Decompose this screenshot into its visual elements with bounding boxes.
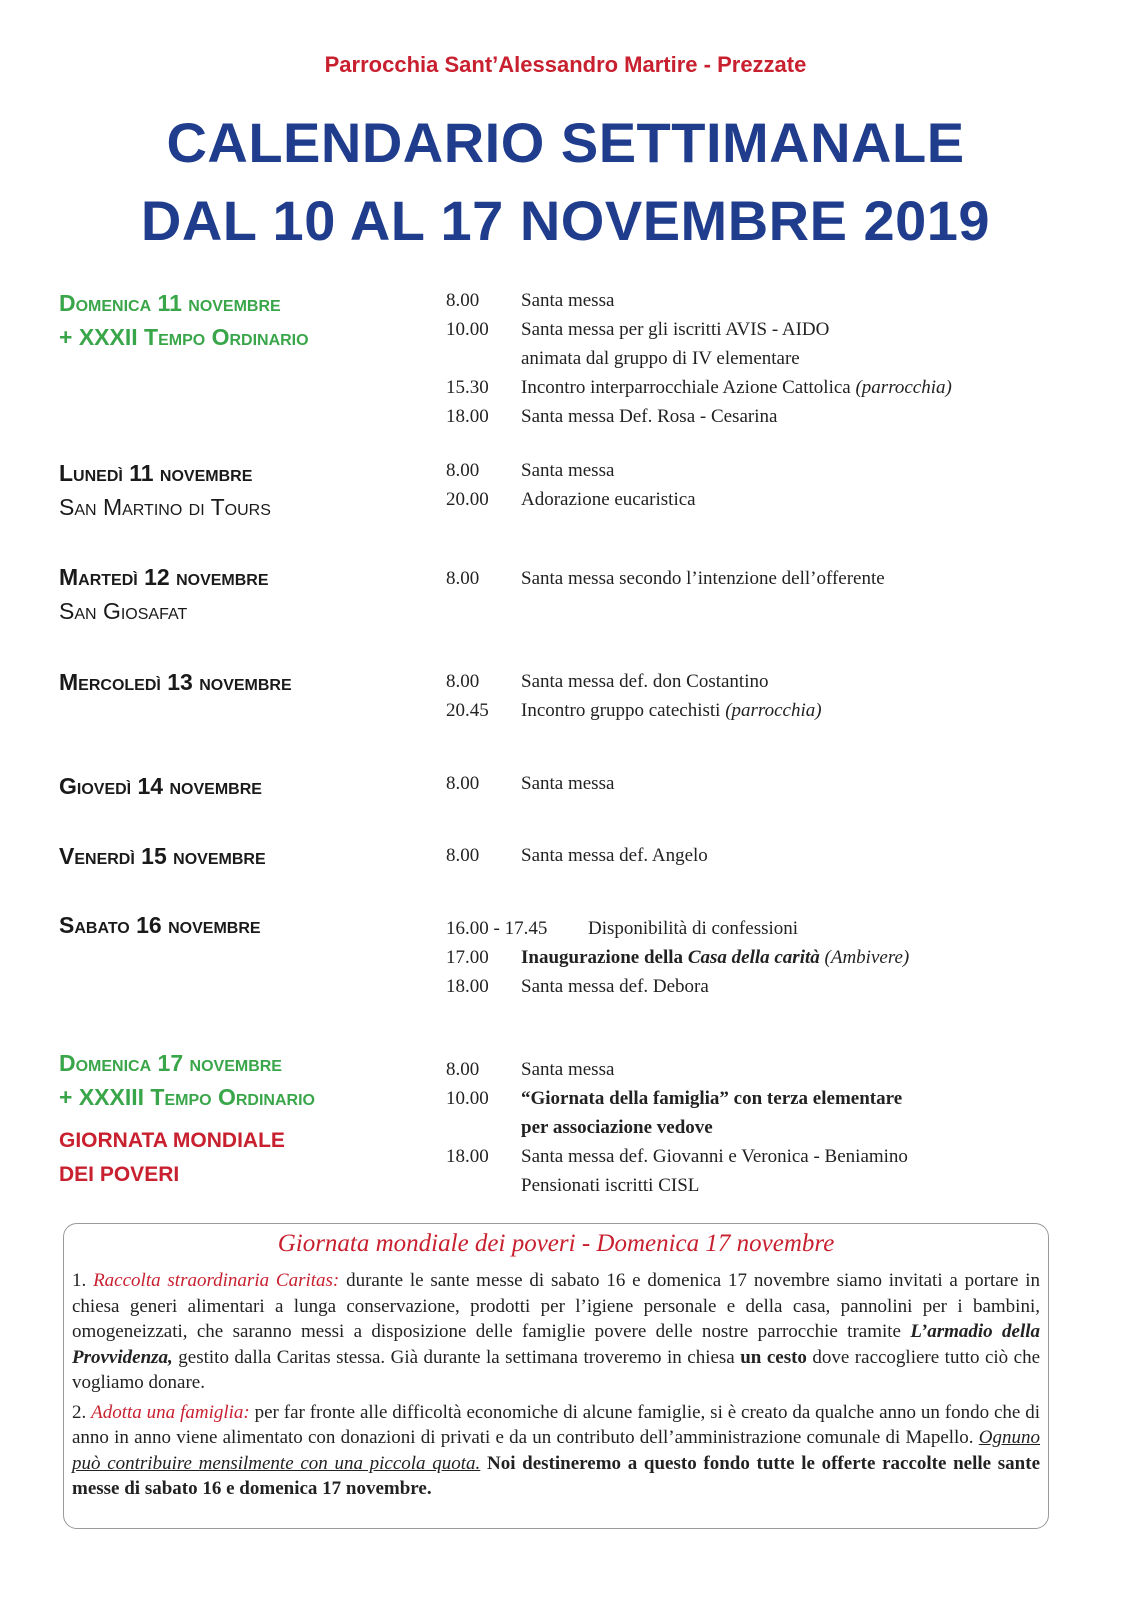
event-time: 8.00	[446, 671, 480, 692]
paragraph-text: gestito dalla Caritas stessa. Già durante la settimana troveremo in chiesa	[178, 1346, 735, 1368]
schedule-row	[446, 402, 952, 431]
info-box-title: Giornata mondiale dei poveri - Domenica 17 novembre	[277, 1230, 835, 1257]
day-heading-sunday-17	[59, 1046, 439, 1192]
event-time	[446, 1171, 521, 1200]
paragraph-bold: un cesto	[740, 1346, 807, 1368]
poor-day-info-box	[63, 1223, 1049, 1529]
event-time: 8.00	[446, 568, 480, 589]
event-time: 8.00	[446, 460, 480, 481]
event-desc: per associazione vedove	[521, 1117, 713, 1138]
event-desc: Inaugurazione della	[521, 947, 684, 968]
info-paragraph-2	[72, 1400, 1040, 1502]
schedule-row	[446, 696, 822, 725]
day-name: Sabato 16 novembre	[59, 912, 261, 938]
paragraph-number: 1.	[72, 1270, 87, 1291]
event-time: 8.00	[446, 1059, 480, 1080]
event-time	[446, 1113, 521, 1142]
schedule-row	[446, 1055, 908, 1084]
schedule-row	[446, 914, 909, 943]
info-paragraph-1	[72, 1268, 1040, 1396]
schedule-row	[446, 841, 708, 870]
schedule-row	[446, 485, 696, 514]
parish-name: Parrocchia Sant’Alessandro Martire - Prezzate	[324, 52, 807, 77]
day-heading-friday	[59, 839, 439, 873]
event-desc: Disponibilità di confessioni	[588, 918, 799, 939]
event-time: 10.00	[446, 319, 489, 340]
event-time: 18.00	[446, 1146, 489, 1167]
day-name: Martedì 12 novembre	[59, 564, 269, 590]
event-desc: animata dal gruppo di IV elementare	[521, 348, 800, 369]
event-note: (Ambivere)	[824, 947, 910, 968]
schedule-row	[446, 1084, 908, 1113]
event-desc: Santa messa def. Giovanni e Veronica - Beniamino	[521, 1146, 908, 1167]
schedule-row	[446, 972, 909, 1001]
schedule-row	[446, 667, 822, 696]
paragraph-label: Raccolta straordinaria Caritas:	[93, 1270, 340, 1291]
paragraph-underline: Ognuno può contribuire mensilmente con una piccola quota.	[72, 1427, 1040, 1474]
event-desc: Santa messa Def. Rosa - Cesarina	[521, 406, 778, 427]
schedule-monday	[446, 456, 696, 514]
schedule-row	[446, 456, 696, 485]
schedule-row	[446, 373, 952, 402]
event-note: (parrocchia)	[855, 377, 952, 398]
special-day-line1: GIORNATA MONDIALE	[59, 1129, 285, 1152]
schedule-row	[446, 564, 885, 593]
day-heading-thursday	[59, 769, 439, 803]
event-desc: Incontro gruppo catechisti	[521, 700, 721, 721]
event-desc: Santa messa	[521, 460, 615, 481]
event-time: 8.00	[446, 845, 480, 866]
schedule-thursday	[446, 769, 614, 798]
paragraph-number: 2.	[72, 1401, 87, 1423]
schedule-sunday-17	[446, 1055, 908, 1200]
page-title-line2: DAL 10 AL 17 NOVEMBRE 2019	[140, 189, 991, 252]
event-place: Casa della carità	[687, 947, 820, 968]
schedule-row	[446, 769, 614, 798]
event-desc: Santa messa	[521, 773, 615, 794]
day-heading-monday	[59, 456, 439, 524]
day-name: Domenica 17 novembre	[59, 1050, 282, 1076]
event-time: 8.00	[446, 773, 480, 794]
day-name: Giovedì 14 novembre	[59, 773, 262, 799]
event-time: 18.00	[446, 406, 489, 427]
event-desc: Pensionati iscritti CISL	[521, 1175, 700, 1196]
schedule-row	[446, 315, 952, 344]
schedule-row	[446, 1171, 908, 1200]
event-desc: Incontro interparrocchiale Azione Cattolica	[521, 377, 851, 398]
event-desc: “Giornata della famiglia” con terza elementare	[521, 1088, 903, 1109]
event-note: (parrocchia)	[725, 700, 822, 721]
day-name: Venerdì 15 novembre	[59, 843, 266, 869]
schedule-row	[446, 1142, 908, 1171]
event-time: 10.00	[446, 1088, 489, 1109]
event-desc: Santa messa def. don Costantino	[521, 671, 769, 692]
special-day-line2: DEI POVERI	[59, 1163, 180, 1186]
info-box-text	[72, 1268, 1040, 1502]
schedule-sunday-11	[446, 286, 952, 431]
event-time: 20.00	[446, 489, 489, 510]
day-heading-tuesday	[59, 560, 439, 628]
event-time: 8.00	[446, 290, 480, 311]
event-time: 15.30	[446, 377, 489, 398]
day-name: Mercoledì 13 novembre	[59, 669, 292, 695]
paragraph-text: durante le sante messe di sabato 16 e domenica 17 novembre siamo invitati a portare in chiesa generi alimentari a lunga conservazione, prodotti per l’igiene personale e della casa, pannolini per i bambini, omogeneizzati, che saranno messi a disposizione delle famiglie povere delle nostre parrocchie tramite	[72, 1270, 1041, 1342]
liturgical-day: + XXXII Tempo Ordinario	[59, 324, 309, 350]
event-desc: Adorazione eucaristica	[521, 489, 696, 510]
schedule-wednesday	[446, 667, 822, 725]
day-name: Domenica 11 novembre	[59, 290, 281, 316]
event-desc: Santa messa	[521, 1059, 615, 1080]
schedule-tuesday	[446, 564, 885, 593]
saint-of-day: San Giosafat	[59, 598, 188, 624]
event-desc: Santa messa secondo l’intenzione dell’offerente	[521, 568, 885, 589]
schedule-row	[446, 286, 952, 315]
event-time: 17.00	[446, 947, 489, 968]
day-heading-sunday-11	[59, 286, 439, 354]
event-time: 20.45	[446, 700, 489, 721]
paragraph-text: per far fronte alle difficoltà economiche di alcune famiglie, si è creato da qualche anno un fondo che di anno in anno viene alimentato con donazioni di privati e da un contributo dell’amministrazione comunale di Mapello.	[72, 1401, 1041, 1448]
day-heading-wednesday	[59, 665, 439, 699]
schedule-row	[446, 943, 909, 972]
schedule-saturday	[446, 914, 909, 1001]
schedule-row	[446, 1113, 908, 1142]
event-time	[446, 344, 521, 373]
event-desc: Santa messa per gli iscritti AVIS - AIDO	[521, 319, 830, 340]
event-desc: Santa messa	[521, 290, 615, 311]
event-time: 18.00	[446, 976, 489, 997]
paragraph-highlight: L’armadio della Provvidenza,	[72, 1321, 1041, 1368]
liturgical-day: + XXXIII Tempo Ordinario	[59, 1084, 315, 1110]
paragraph-bold: Noi destineremo a questo fondo tutte le offerte raccolte nelle sante messe di sabato 16 e domenica 17 novembre.	[72, 1452, 1041, 1499]
event-desc: Santa messa def. Angelo	[521, 845, 708, 866]
day-name: Lunedì 11 novembre	[59, 460, 253, 486]
event-time: 16.00 - 17.45	[446, 918, 548, 939]
saint-of-day: San Martino di Tours	[59, 494, 271, 520]
schedule-row	[446, 344, 952, 373]
event-desc: Santa messa def. Debora	[521, 976, 709, 997]
schedule-friday	[446, 841, 708, 870]
page-title-line1: CALENDARIO SETTIMANALE	[166, 111, 965, 174]
day-heading-saturday	[59, 908, 439, 942]
paragraph-label: Adotta una famiglia:	[91, 1401, 250, 1423]
paragraph-text: dove raccogliere tutto ciò che vogliamo donare.	[72, 1346, 1041, 1393]
